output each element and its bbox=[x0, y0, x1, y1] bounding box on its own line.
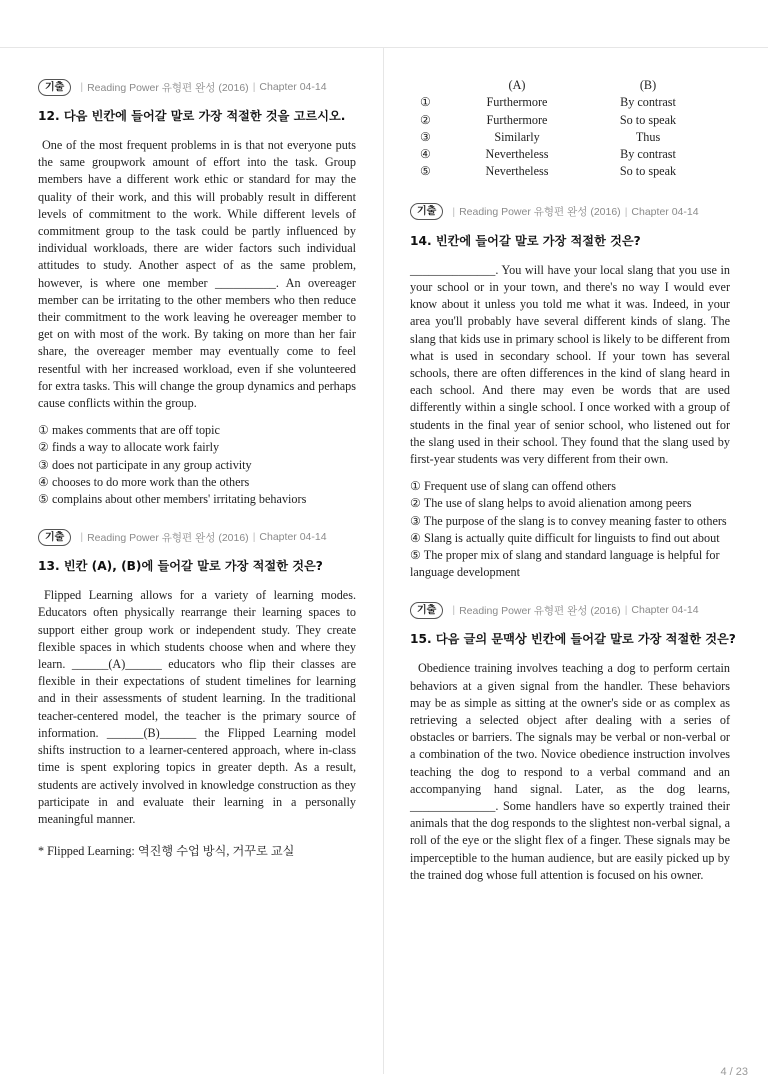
exam-badge: 기출 bbox=[410, 602, 443, 619]
options-list bbox=[38, 422, 356, 508]
table-row[interactable]: ② Furthermore So to speak bbox=[420, 112, 677, 127]
option-5[interactable]: ⑤ The proper mix of slang and standard language is helpful for language development bbox=[410, 548, 720, 580]
passage: Flipped Learning allows for a variety of learning modes. Educators often physically rearrange their learning spaces to support either group work or independent study. They create flexible spaces in which students choose when and where they learn. ______(A)______ educators who flip their classes are flexible in their expectations of student timelines for learning and in their assessments of student learning. In the traditional teacher-centered model, the teacher is the primary source of information. ______(B)______ the Flipped Learning model shifts instruction to a learner-centered approach, where in-class time is spent exploring topics in greater depth. As a result, students are actively involved in knowledge construction as they participate in and evaluate their learning in a personally meaningful manner. bbox=[38, 588, 356, 826]
option-4[interactable]: ④ chooses to do more work than the others bbox=[38, 474, 250, 489]
exam-badge: 기출 bbox=[38, 79, 71, 96]
question-title: 13. 빈칸 (A), (B)에 들어갈 말로 가장 적절한 것은? bbox=[38, 559, 323, 574]
source-tag: 기출 | Reading Power 유형편 완성 (2016) | Chapter 04-14 bbox=[38, 528, 356, 546]
option-3[interactable]: ③ does not participate in any group activity bbox=[38, 457, 252, 472]
left-column bbox=[38, 78, 356, 877]
table-row[interactable]: ③ Similarly Thus bbox=[420, 129, 661, 144]
column-divider bbox=[383, 48, 384, 1074]
question-title: 14. 빈칸에 들어갈 말로 가장 적절한 것은? bbox=[410, 233, 641, 248]
column-a-header: (A) bbox=[508, 78, 526, 92]
question-12 bbox=[38, 78, 356, 508]
option-3[interactable]: ③ The purpose of the slang is to convey meaning faster to others bbox=[410, 513, 727, 528]
option-1[interactable]: ① Frequent use of slang can offend others bbox=[410, 479, 616, 494]
table-header bbox=[414, 77, 714, 94]
option-5[interactable]: ⑤ complains about other members' irritating behaviors bbox=[38, 492, 307, 507]
source-label: Reading Power 유형편 완성 (2016) bbox=[87, 81, 249, 94]
options-list bbox=[410, 478, 730, 581]
footnote: * Flipped Learning: 역진행 수업 방식, 거꾸로 교실 bbox=[38, 844, 295, 859]
chapter-label: Chapter 04-14 bbox=[631, 205, 699, 218]
passage: One of the most frequent problems in is that not everyone puts the same groupwork amount of effort into the task. Group members have a different work ethic or standard for may the quality of their work, and this will probably result in different levels of commitment to the work. While different levels of commitment group to the task could be partly influenced by individual workloads, there are wider factors such individual attitudes to study. Another aspect of as the same problem, however, is where one member __________. An overeager member can be irritating to the other members who then reduce their commitment to the work leaving he overeager member to get on with most of the work. By taking on more than her fair share, the overeager member may eventually come to feel resentful with her increased workload, even if she volunteered for extra tasks. This will change the group dynamics and perhaps cause conflicts within the group. bbox=[38, 138, 356, 411]
column-b-header: (B) bbox=[639, 78, 657, 92]
source-tag: 기출 | Reading Power 유형편 완성 (2016) | Chapter 04-14 bbox=[410, 203, 730, 221]
table-row[interactable]: ① Furthermore By contrast bbox=[420, 95, 676, 110]
exam-badge: 기출 bbox=[410, 203, 443, 220]
source-label: Reading Power 유형편 완성 (2016) bbox=[459, 206, 621, 219]
option-2[interactable]: ② finds a way to allocate work fairly bbox=[38, 440, 220, 455]
page-number: 4 / 23 bbox=[720, 1066, 748, 1078]
source-label: Reading Power 유형편 완성 (2016) bbox=[459, 604, 621, 617]
question-title: 15. 다음 글의 문맥상 빈칸에 들어갈 말로 가장 적절한 것은? bbox=[410, 632, 736, 647]
chapter-label: Chapter 04-14 bbox=[259, 531, 327, 544]
passage: Obedience training involves teaching a dog to perform certain behaviors at a given signal from the handler. These behaviors may be as simple as sitting at the owner's side or as complex as retrieving a selected object after dealing with a series of obstacles or barriers. The signals may be verbal or non-verbal or a combination of the two. Novice obedience instruction involves teaching the dog to respond to a verbal command and an accompanying hand signal. Later, as the dog learns, ______________. Some handlers have so expertly trained their animals that the dog responds to the slightest non-verbal signal, a roll of the eye or the slight flex of a finger. These signals may be imperceptible to the human audience, but are easily picked up by the trained dog whose full attention is focused on his owner. bbox=[410, 661, 730, 882]
source-label: Reading Power 유형편 완성 (2016) bbox=[87, 531, 249, 544]
option-1[interactable]: ① makes comments that are off topic bbox=[38, 423, 220, 438]
chapter-label: Chapter 04-14 bbox=[259, 81, 327, 93]
chapter-label: Chapter 04-14 bbox=[631, 604, 699, 617]
source-tag: 기출 | Reading Power 유형편 완성 (2016) | Chapter 04-14 bbox=[38, 78, 356, 96]
question-14 bbox=[410, 203, 730, 582]
right-column bbox=[410, 78, 736, 902]
header-rule bbox=[0, 47, 768, 48]
table-row[interactable]: ⑤ Nevertheless So to speak bbox=[420, 164, 677, 179]
source-tag: 기출 | Reading Power 유형편 완성 (2016) | Chapter 04-14 bbox=[410, 601, 730, 619]
passage: ______________. You will have your local slang that you use in your school or in your town, and there's no way I would ever know about it unless you told me what it was. Indeed, in your area you'll probably have several different kinds of slang. The slang that kids use in primary school is likely to be different from what is used in secondary school. If your town has several schools, there are often differences in the kind of slang heard in each school. And there may even be words that are used differently within a single school. I once worked with a group of students in the final year of senior school, who listened out for the slang used in their school. They found that the slang used by first-year students was very different from their own. bbox=[410, 262, 730, 467]
question-title: 12. 다음 빈칸에 들어갈 말로 가장 적절한 것을 고르시오. bbox=[38, 109, 346, 123]
exam-badge: 기출 bbox=[38, 529, 71, 546]
option-4[interactable]: ④ Slang is actually quite difficult for linguists to find out about bbox=[410, 530, 720, 545]
option-2[interactable]: ② The use of slang helps to avoid alienation among peers bbox=[410, 496, 692, 511]
table-row[interactable]: ④ Nevertheless By contrast bbox=[420, 147, 676, 162]
question-15 bbox=[410, 601, 736, 884]
question-13 bbox=[38, 528, 356, 859]
answer-table bbox=[414, 77, 714, 181]
